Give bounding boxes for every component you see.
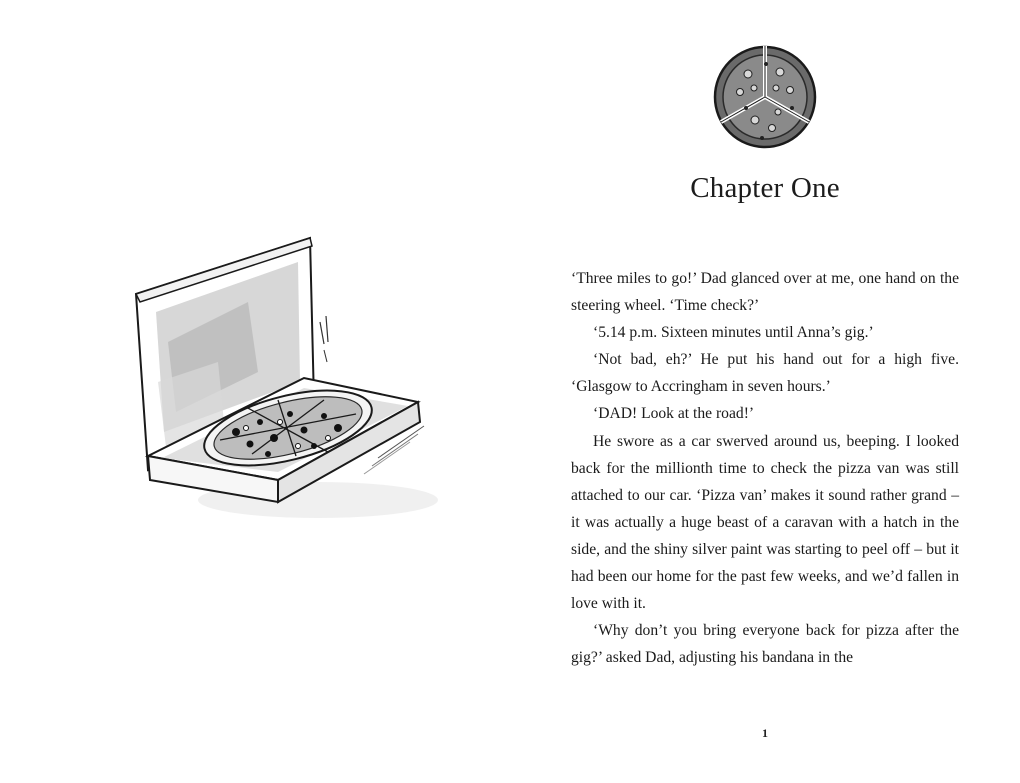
paragraph: ‘DAD! Look at the road!’ (593, 405, 755, 423)
page-number: 1 (762, 726, 768, 740)
paragraph: ‘5.14 p.m. Sixteen minutes until Anna’s gig.’ (593, 324, 874, 342)
chapter-body-text (571, 265, 959, 671)
right-page (510, 0, 1020, 783)
paragraph: He swore as a car swerved around us, beeping. I looked back for the millionth time to check the pizza van was still attached to our car. ‘Pizza van’ makes it sound rather grand – it was actually a huge beast of a caravan with a hatch in the side, and the shiny silver paint was starting to peel off – but it had been our home for the past few weeks, and we’d fallen in love with it. (571, 432, 959, 613)
paragraph: ‘Why don’t you bring everyone back for pizza after the gig?’ asked Dad, adjusting his bandana in the (571, 622, 959, 667)
paragraph: ‘Not bad, eh?’ He put his hand out for a high five. ‘Glasgow to Accringham in seven hours.’ (571, 351, 959, 396)
chapter-title: Chapter One (690, 172, 840, 204)
paragraph: ‘Three miles to go!’ Dad glanced over at me, one hand on the steering wheel. ‘Time check?’ (571, 270, 959, 315)
pizza-emblem-icon (710, 42, 820, 152)
pizza-box-illustration (128, 232, 438, 532)
